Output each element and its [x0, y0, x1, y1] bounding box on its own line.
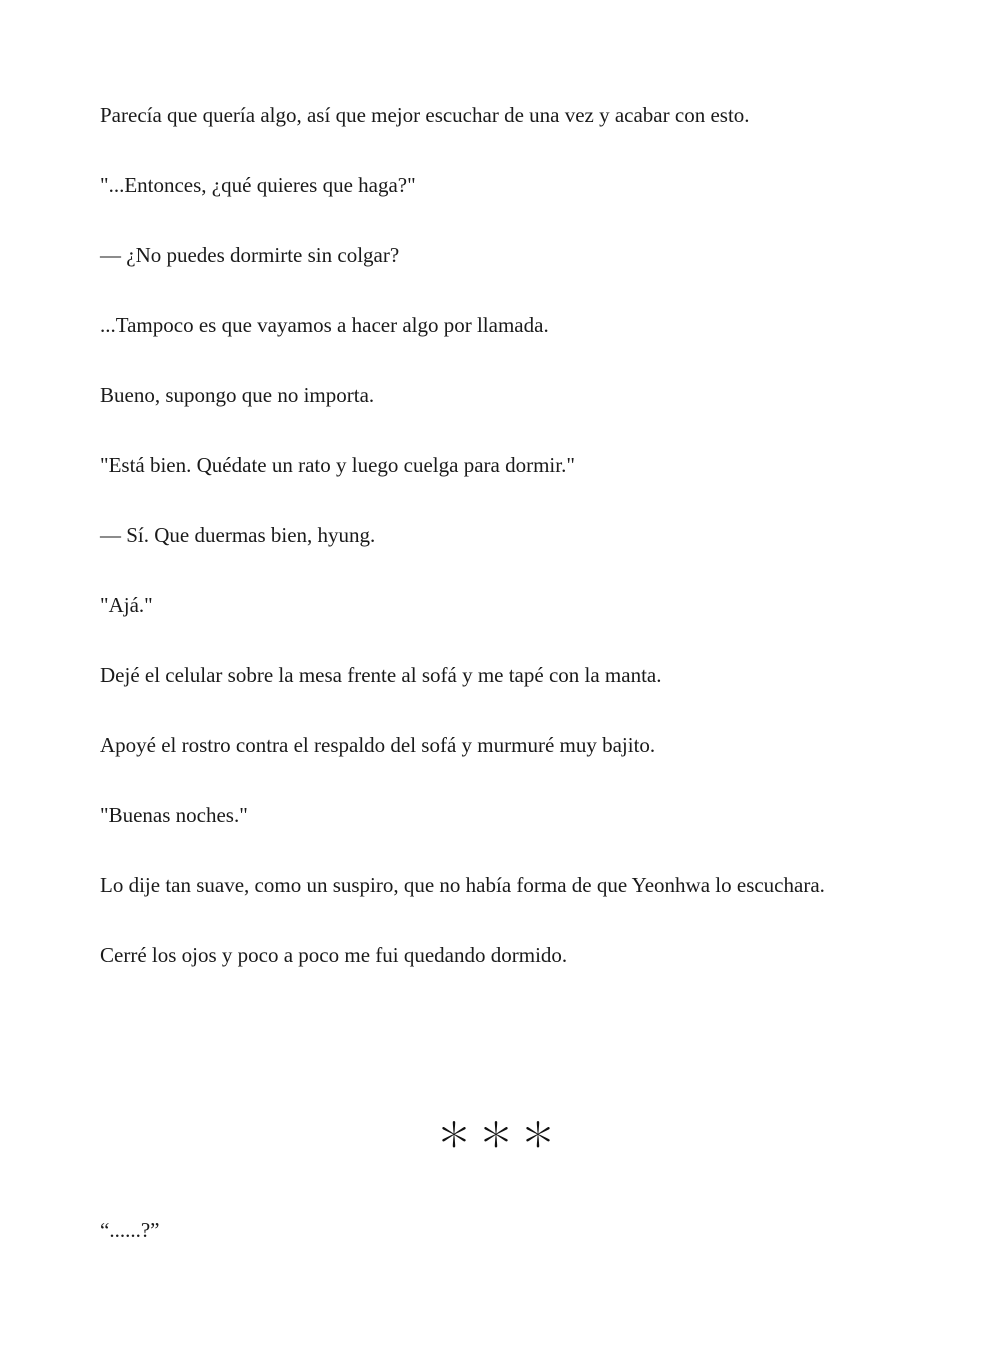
- paragraph: "...Entonces, ¿qué quieres que haga?": [100, 173, 416, 197]
- final-line: “......?”: [100, 1218, 160, 1242]
- paragraph: "Buenas noches.": [100, 803, 248, 827]
- paragraph: Dejé el celular sobre la mesa frente al sofá y me tapé con la manta.: [100, 663, 662, 687]
- paragraph: "Está bien. Quédate un rato y luego cuelga para dormir.": [100, 453, 575, 477]
- paragraph: Lo dije tan suave, como un suspiro, que no había forma de que Yeonhwa lo escuchara.: [100, 873, 825, 897]
- document-body: [100, 98, 900, 1008]
- paragraph: Cerré los ojos y poco a poco me fui quedando dormido.: [100, 943, 568, 967]
- paragraph: "Ajá.": [100, 593, 153, 617]
- paragraph: Parecía que quería algo, así que mejor escuchar de una vez y acabar con esto.: [100, 103, 750, 127]
- paragraph: — ¿No puedes dormirte sin colgar?: [100, 243, 400, 267]
- paragraph: Bueno, supongo que no importa.: [100, 383, 375, 407]
- paragraph: Apoyé el rostro contra el respaldo del sofá y murmuré muy bajito.: [100, 733, 656, 757]
- scene-separator: ＊＊＊: [437, 1116, 563, 1156]
- paragraph: ...Tampoco es que vayamos a hacer algo por llamada.: [100, 313, 549, 337]
- paragraph: — Sí. Que duermas bien, hyung.: [100, 523, 376, 547]
